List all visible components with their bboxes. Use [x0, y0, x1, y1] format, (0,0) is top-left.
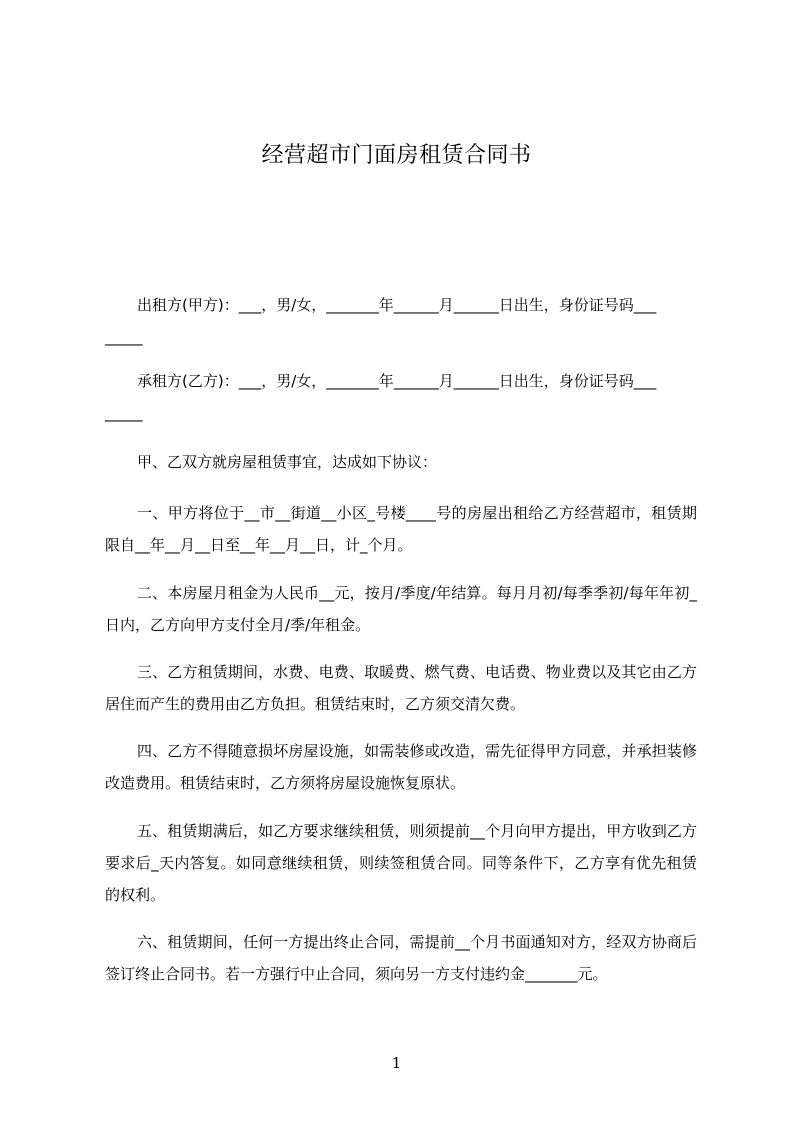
lessor-line-2: _____	[105, 328, 143, 346]
lessee-paragraph	[105, 365, 697, 429]
page-number: 1	[391, 1054, 402, 1072]
clause-3: 三、乙方租赁期间，水费、电费、取暖费、燃气费、电话费、物业费以及其它由乙方居住而产生的费用由乙方负担。租赁结束时，乙方须交清欠费。	[105, 663, 697, 713]
document-title: 经营超市门面房租赁合同书	[261, 143, 532, 168]
lessor-paragraph	[105, 289, 697, 353]
clause-5: 五、租赁期满后，如乙方要求继续租赁，则须提前__个月向甲方提出，甲方收到乙方要求后_天内答复。如同意继续租赁，则续签租赁合同。同等条件下，乙方享有优先租赁的权利。	[105, 822, 697, 904]
clause-4: 四、乙方不得随意损坏房屋设施，如需装修或改造，需先征得甲方同意，并承担装修改造费用。租赁结束时，乙方须将房屋设施恢复原状。	[105, 742, 697, 792]
clause-6: 六、租赁期间，任何一方提出终止合同，需提前__个月书面通知对方，经双方协商后签订终止合同书。若一方强行中止合同，须向另一方支付违约金_______元。	[105, 933, 697, 983]
lessee-line-1: 承租方(乙方)：___，男/女，_______年______月______日出生，身份证号码___	[137, 372, 657, 390]
clause-1: 一、甲方将位于__市__街道__小区_号楼____号的房屋出租给乙方经营超市，租赁期限自__年__月__日至__年__月__日，计_个月。	[105, 504, 697, 554]
lessor-line-1: 出租方(甲方)：___，男/女，_______年______月______日出生，身份证号码___	[137, 296, 657, 314]
intro-paragraph: 甲、乙双方就房屋租赁事宜，达成如下协议：	[137, 453, 438, 471]
clause-2: 二、本房屋月租金为人民币__元，按月/季度/年结算。每月月初/每季季初/每年年初_日内，乙方向甲方支付全月/季/年租金。	[105, 584, 697, 634]
lessee-line-2: _____	[105, 404, 143, 422]
